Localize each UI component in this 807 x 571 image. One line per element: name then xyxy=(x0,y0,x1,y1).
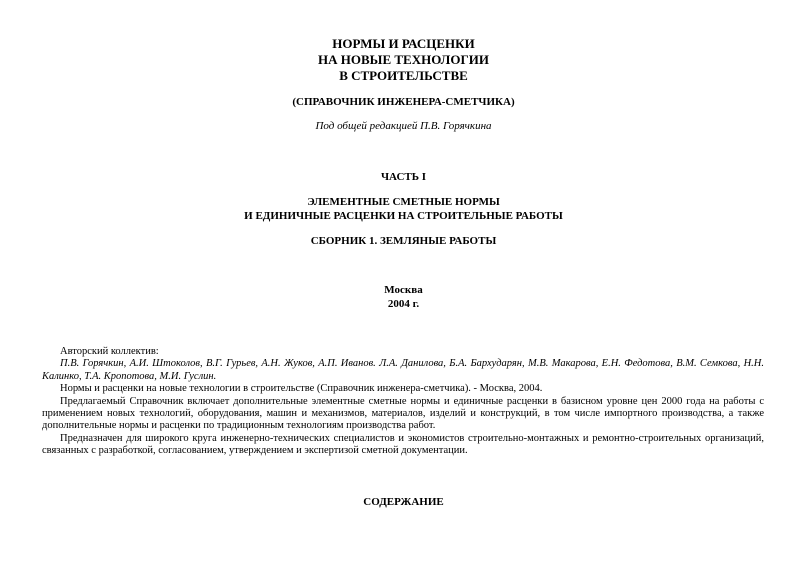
document-title xyxy=(0,36,807,84)
imprint-city: Москва xyxy=(384,284,423,296)
audience-paragraph: Предназначен для широкого круга инженерно-технических специалистов и экономистов строительно-монтажных и ремонтно-строительных организаций, связанных с разработкой, согласованием, утверждением и экспертизой сметной документации. xyxy=(42,432,764,457)
part-label: ЧАСТЬ I xyxy=(380,171,427,183)
authors-heading: Авторский коллектив: xyxy=(60,346,159,357)
collection-title: СБОРНИК 1. ЗЕМЛЯНЫЕ РАБОТЫ xyxy=(310,235,497,247)
contents-heading: СОДЕРЖАНИЕ xyxy=(363,496,444,508)
document-subtitle: (СПРАВОЧНИК ИНЖЕНЕРА-СМЕТЧИКА) xyxy=(292,96,515,108)
part-title-line-2: И ЕДИНИЧНЫЕ РАСЦЕНКИ НА СТРОИТЕЛЬНЫЕ РАБОТЫ xyxy=(244,210,563,222)
editor-credit: Под общей редакцией П.В. Горячкина xyxy=(315,120,492,132)
imprint-year: 2004 г. xyxy=(387,298,420,310)
part-title-line-1: ЭЛЕМЕНТНЫЕ СМЕТНЫЕ НОРМЫ xyxy=(307,196,500,208)
part-title xyxy=(0,195,807,223)
title-line-3: В СТРОИТЕЛЬСТВЕ xyxy=(339,68,468,83)
citation: Нормы и расценки на новые технологии в строительстве (Справочник инженера-сметчика). - Москва, 2004. xyxy=(60,383,543,395)
body-text xyxy=(42,346,764,458)
imprint xyxy=(0,283,807,311)
title-line-1: НОРМЫ И РАСЦЕНКИ xyxy=(332,36,475,51)
title-line-2: НА НОВЫЕ ТЕХНОЛОГИИ xyxy=(318,52,489,67)
description-paragraph: Предлагаемый Справочник включает дополнительные элементные сметные нормы и единичные расценки в базисном уровне цен 2000 года на работы с применением новых технологий, оборудования, машин и механизмов, материалов, изделий и конструкций, в том числе импортного производства, а также дополнительные нормы и расценки по традиционным технологиям производства работ. xyxy=(42,395,764,432)
authors-list: П.В. Горячкин, А.И. Штоколов, В.Г. Гурьев, А.Н. Жуков, А.П. Иванов. Л.А. Данилова, Б.А. Бархударян, М.В. Макарова, Е.Н. Федотова, В.М. Семкова, Н.Н. Калинко, Т.А. Кропотова, М.И. Гуслин. xyxy=(42,358,764,382)
